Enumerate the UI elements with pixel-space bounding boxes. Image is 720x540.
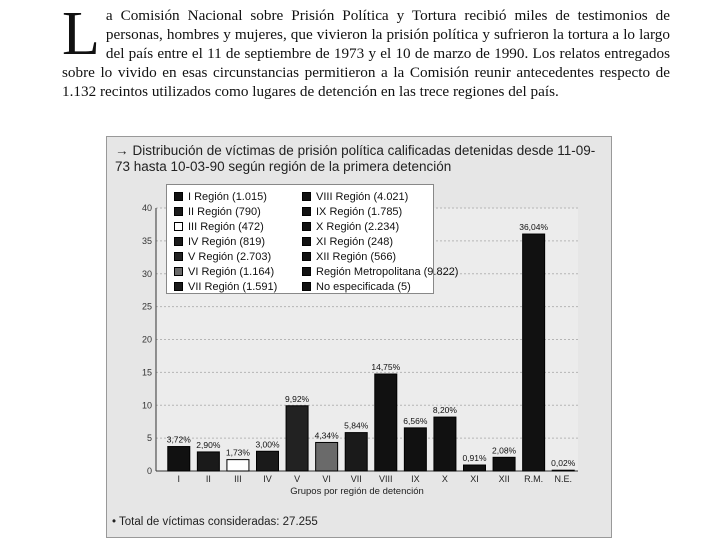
bar <box>316 442 338 471</box>
y-tick-label: 25 <box>141 301 152 312</box>
bar <box>227 460 249 471</box>
legend-swatch-icon <box>302 222 311 231</box>
x-tick-label: VI <box>322 474 331 484</box>
x-tick-label: XII <box>498 474 510 484</box>
legend-label: III Región (472) <box>188 221 264 233</box>
legend-swatch-icon <box>302 237 311 246</box>
bar <box>493 457 515 471</box>
footnote-text: Total de víctimas consideradas: 27.255 <box>119 516 318 528</box>
legend-swatch-icon <box>302 252 311 261</box>
legend-label: No especificada (5) <box>316 281 411 293</box>
bar <box>168 447 190 471</box>
data-label: 0,91% <box>462 453 487 464</box>
legend-swatch-icon <box>174 222 183 231</box>
chart-title-text: Distribución de víctimas de prisión política calificadas detenidas desde 11-09-73 hasta 10-03-90 según región de la primera detención <box>115 143 596 174</box>
legend-item <box>174 220 277 235</box>
y-tick-label: 35 <box>141 235 152 246</box>
legend-label: VII Región (1.591) <box>188 281 278 293</box>
legend-label: I Región (1.015) <box>188 191 267 203</box>
legend-label: XII Región (566) <box>316 251 397 263</box>
y-tick-label: 0 <box>146 466 152 476</box>
legend-swatch-icon <box>174 267 183 276</box>
bar <box>552 470 574 471</box>
legend-swatch-icon <box>174 237 183 246</box>
data-label: 1,73% <box>225 447 250 458</box>
data-label: 2,08% <box>492 445 517 456</box>
legend-swatch-icon <box>174 252 183 261</box>
y-tick-label: 15 <box>141 367 152 378</box>
legend-swatch-icon <box>302 282 311 291</box>
bar <box>286 406 308 471</box>
legend-label: XI Región (248) <box>316 236 394 248</box>
bar <box>404 428 426 471</box>
x-tick-label: IV <box>263 474 272 484</box>
x-tick-label: VIII <box>379 474 393 484</box>
legend-label: II Región (790) <box>188 206 261 218</box>
data-label: 36,04% <box>519 222 549 233</box>
legend-label: X Región (2.234) <box>316 221 400 233</box>
legend-label: Región Metropolitana (9.822) <box>316 266 459 278</box>
bar <box>375 374 397 471</box>
legend-label: VI Región (1.164) <box>188 266 275 278</box>
x-tick-label: III <box>234 474 242 484</box>
legend-label: IX Región (1.785) <box>316 206 403 218</box>
data-label: 0,02% <box>551 458 576 469</box>
x-tick-label: N.E. <box>554 474 572 484</box>
x-axis-title: Grupos por región de detención <box>290 486 424 497</box>
bar <box>257 451 279 471</box>
bar <box>464 465 486 471</box>
legend-swatch-icon <box>174 207 183 216</box>
x-tick-label: V <box>294 474 301 484</box>
chart-legend <box>166 184 459 294</box>
drop-cap: L <box>62 0 100 68</box>
data-label: 4,34% <box>314 430 339 441</box>
legend-item <box>302 205 458 220</box>
y-tick-label: 40 <box>141 203 152 213</box>
legend-swatch-icon <box>302 267 311 276</box>
data-label: 14,75% <box>371 362 401 373</box>
data-label: 8,20% <box>432 405 457 416</box>
legend-item <box>302 250 458 265</box>
legend-label: VIII Región (4.021) <box>316 191 409 203</box>
y-tick-label: 30 <box>141 268 152 279</box>
legend-item <box>174 190 277 205</box>
y-tick-label: 20 <box>141 334 152 345</box>
paragraph-text: a Comisión Nacional sobre Prisión Política y Tortura recibió miles de testimonios de personas, hombres y mujeres, que vivieron la prisión política y sufrieron la tortura a lo largo del país entre el 11 de septiembre de 1973 y el 10 de marzo de 1990. Los relatos entregados sobre lo vivido en esas circunstancias permitieron a la Comisión reunir antecedentes respecto de 1.132 recintos utilizados como lugares de detención en las trece regiones del país. <box>62 7 670 100</box>
legend-label: V Región (2.703) <box>188 251 272 263</box>
legend-label: IV Región (819) <box>188 236 266 248</box>
legend-item <box>302 190 458 205</box>
bar <box>434 417 456 471</box>
legend-item <box>174 205 277 220</box>
x-tick-label: X <box>441 474 448 484</box>
legend-swatch-icon <box>302 207 311 216</box>
x-tick-label: XI <box>470 474 479 484</box>
bar <box>345 433 367 471</box>
legend-item <box>174 265 277 280</box>
legend-item <box>302 280 458 295</box>
data-label: 2,90% <box>196 439 221 450</box>
x-tick-label: I <box>177 474 181 484</box>
data-label: 6,56% <box>403 415 428 426</box>
data-label: 3,00% <box>255 439 280 450</box>
x-tick-label: IX <box>411 474 420 484</box>
total-footnote <box>112 516 318 528</box>
x-tick-label: R.M. <box>524 474 544 484</box>
legend-item <box>302 220 458 235</box>
data-label: 3,72% <box>166 434 191 445</box>
data-label: 9,92% <box>285 393 310 404</box>
x-tick-label: II <box>205 474 211 484</box>
arrow-icon: → <box>115 143 129 158</box>
bar <box>197 452 219 471</box>
legend-item <box>174 280 277 295</box>
legend-column-left <box>174 190 277 295</box>
x-tick-label: VII <box>350 474 362 484</box>
legend-column-right <box>302 190 458 295</box>
legend-item <box>302 235 458 250</box>
legend-swatch-icon <box>302 192 311 201</box>
bullet-icon: • <box>112 516 120 528</box>
data-label: 5,84% <box>344 420 369 431</box>
legend-swatch-icon <box>174 282 183 291</box>
legend-item <box>302 265 458 280</box>
legend-item <box>174 235 277 250</box>
bar <box>523 234 545 471</box>
legend-item <box>174 250 277 265</box>
legend-swatch-icon <box>174 192 183 201</box>
y-tick-label: 10 <box>141 400 152 411</box>
y-tick-label: 5 <box>146 433 152 444</box>
